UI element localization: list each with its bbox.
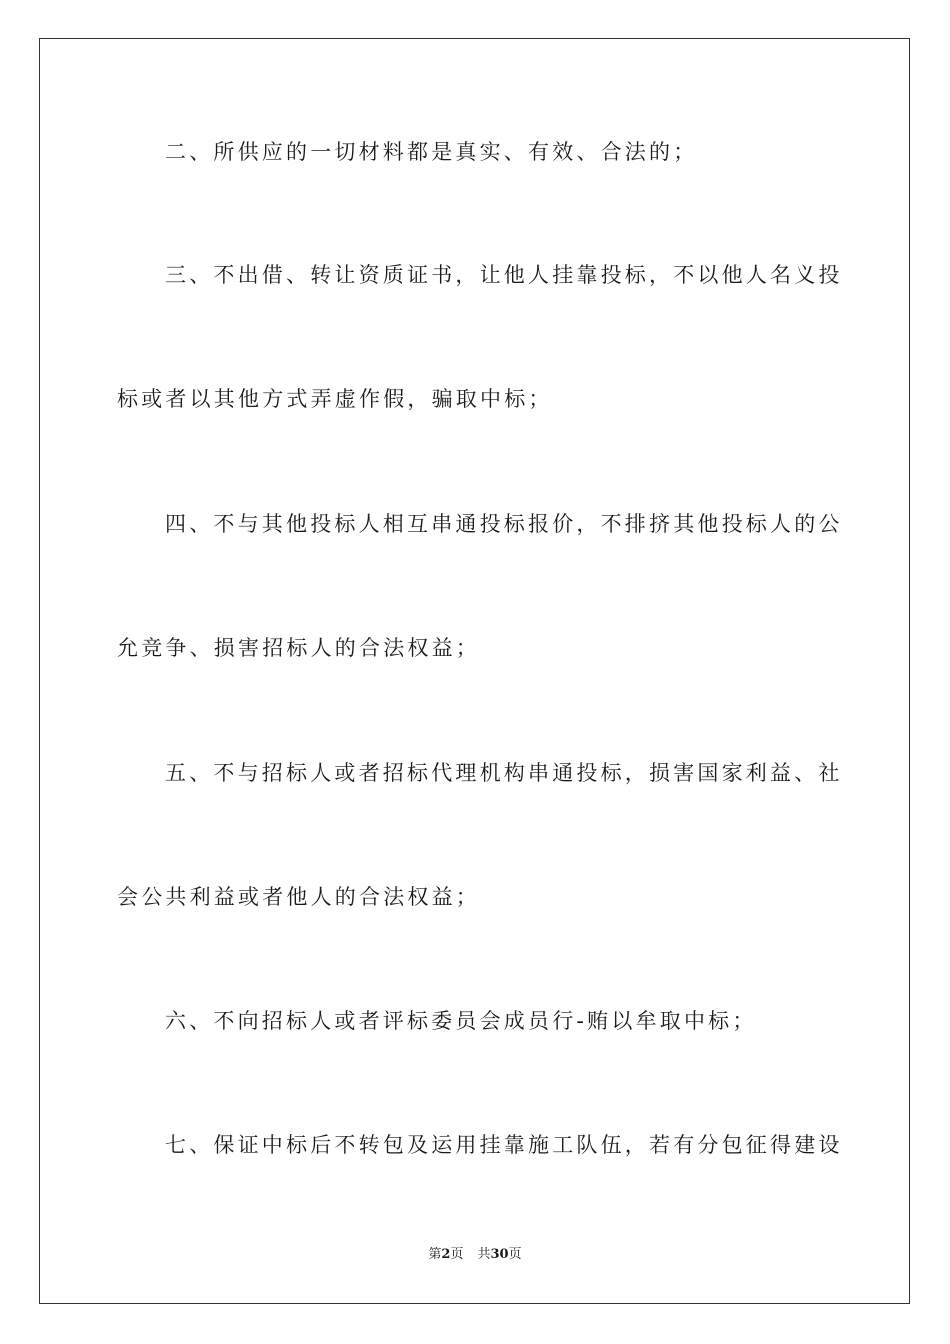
paragraph-line-5: 允竞争、损害招标人的合法权益； bbox=[117, 636, 480, 660]
page-label-suffix: 页 bbox=[450, 1247, 464, 1262]
paragraph-line-7: 会公共利益或者他人的合法权益； bbox=[117, 885, 480, 909]
paragraph-line-2: 三、不出借、转让资质证书，让他人挂靠投标，不以他人名义投 bbox=[165, 263, 843, 287]
paragraph-line-9: 七、保证中标后不转包及运用挂靠施工队伍，若有分包征得建设 bbox=[165, 1133, 843, 1157]
total-pages-number: 30 bbox=[490, 1247, 509, 1262]
paragraph-line-3: 标或者以其他方式弄虚作假，骗取中标； bbox=[117, 387, 553, 411]
paragraph-line-8: 六、不向招标人或者评标委员会成员行-贿以牟取中标； bbox=[165, 1009, 757, 1033]
paragraph-line-1: 二、所供应的一切材料都是真实、有效、合法的； bbox=[165, 140, 698, 164]
total-label-suffix: 页 bbox=[508, 1247, 522, 1262]
paragraph-line-6: 五、不与招标人或者招标代理机构串通投标，损害国家利益、社 bbox=[165, 761, 843, 785]
page-label-prefix: 第 bbox=[428, 1247, 442, 1262]
page-footer bbox=[0, 1246, 950, 1264]
paragraph-line-4: 四、不与其他投标人相互串通投标报价，不排挤其他投标人的公 bbox=[165, 512, 843, 536]
current-page-number: 2 bbox=[441, 1247, 451, 1262]
total-label-prefix: 共 bbox=[477, 1247, 491, 1262]
page-border bbox=[39, 38, 910, 1304]
